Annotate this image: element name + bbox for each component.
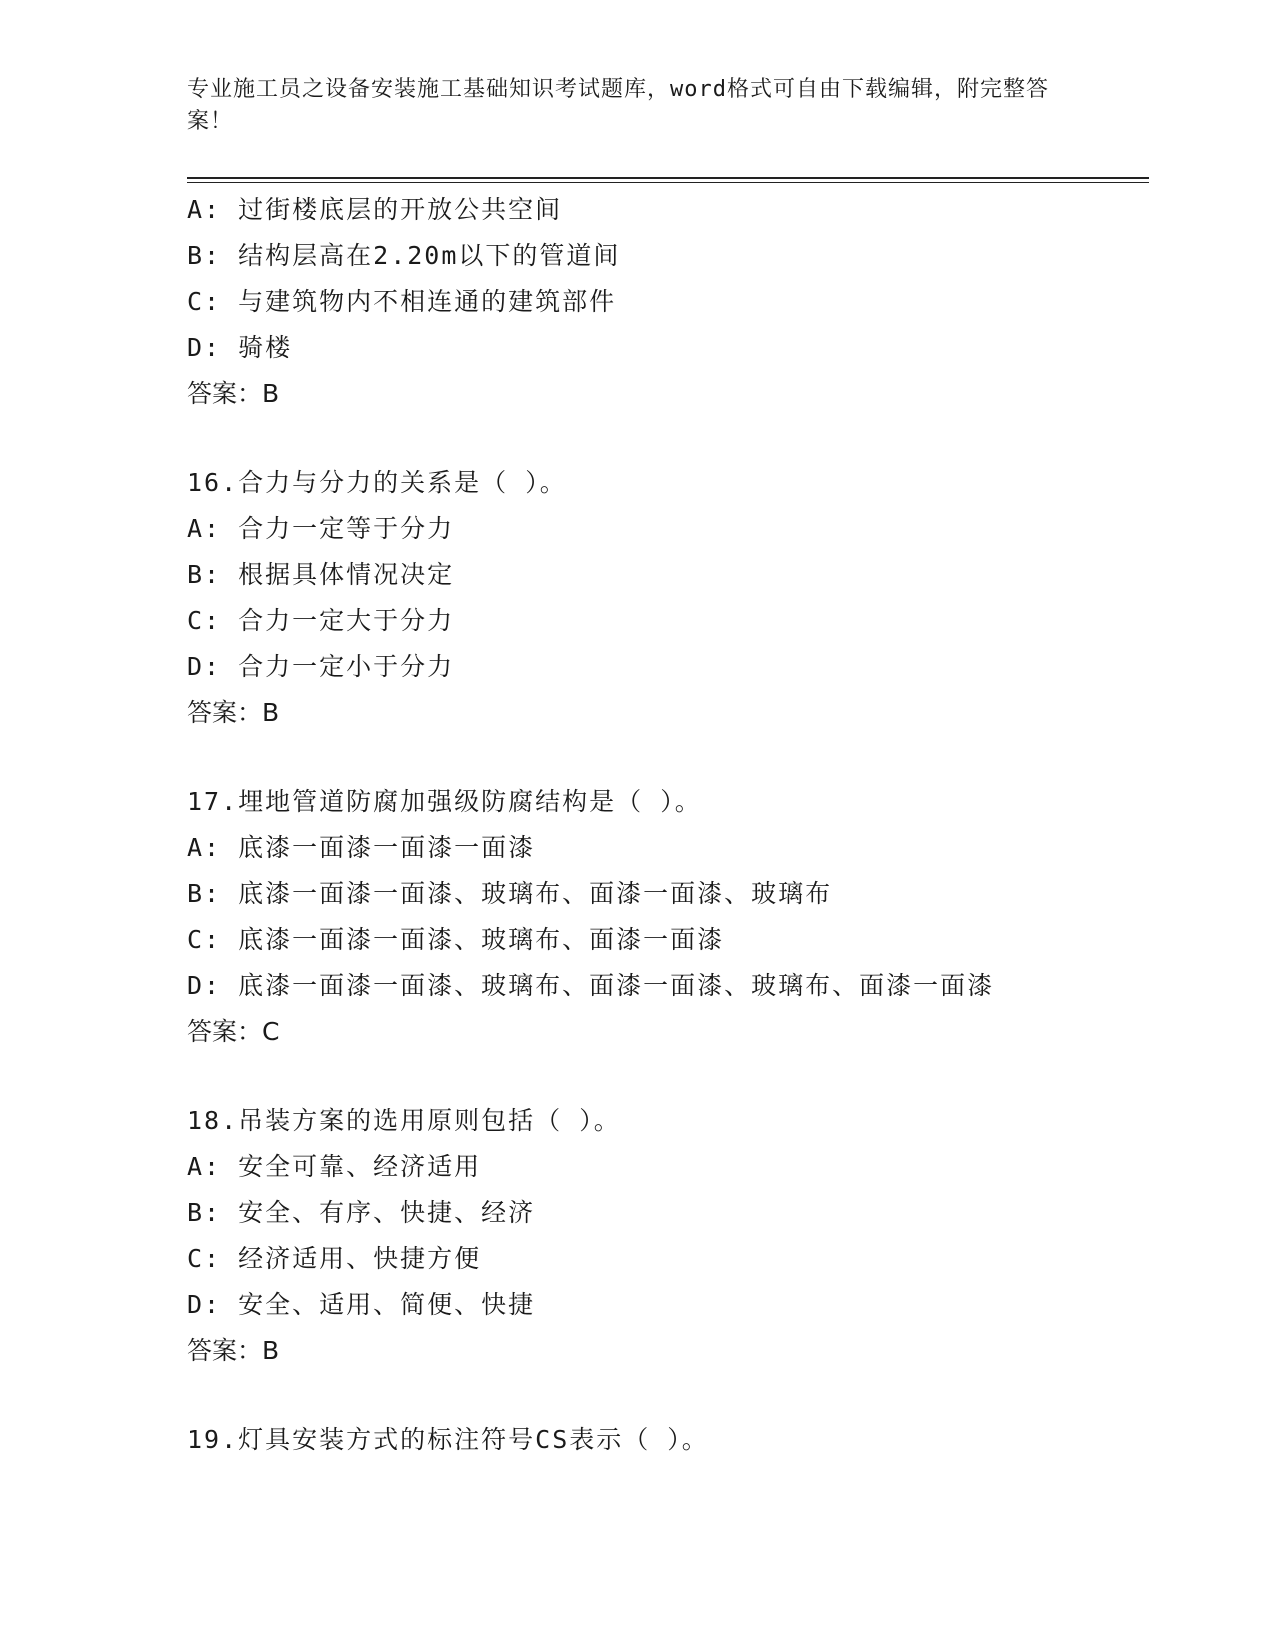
option-c: C: 与建筑物内不相连通的建筑部件	[187, 287, 617, 316]
option-a: A: 合力一定等于分力	[187, 514, 455, 543]
answer-line: 答案：B	[187, 698, 280, 727]
option-b: B: 结构层高在2.20m以下的管道间	[187, 241, 621, 270]
answer-line: 答案：C	[187, 1017, 280, 1046]
option-c: C: 合力一定大于分力	[187, 606, 455, 635]
question-block-15	[187, 187, 1147, 417]
question-text: 17.埋地管道防腐加强级防腐结构是（ ）。	[187, 787, 702, 816]
question-block-18	[187, 1098, 1147, 1374]
option-a: A: 底漆一面漆一面漆一面漆	[187, 833, 536, 862]
option-d: D: 安全、适用、简便、快捷	[187, 1290, 536, 1319]
answer-line: 答案：B	[187, 379, 280, 408]
option-b: B: 安全、有序、快捷、经济	[187, 1198, 536, 1227]
document-header: 专业施工员之设备安装施工基础知识考试题库，word格式可自由下载编辑，附完整答案！	[187, 77, 1049, 134]
question-block-19	[187, 1417, 1147, 1463]
question-block-16	[187, 460, 1147, 736]
answer-line: 答案：B	[187, 1336, 280, 1365]
question-text: 19.灯具安装方式的标注符号CS表示（ ）。	[187, 1425, 709, 1454]
header-divider-thick	[187, 177, 1149, 179]
option-d: D: 合力一定小于分力	[187, 652, 455, 681]
option-c: C: 经济适用、快捷方便	[187, 1244, 482, 1273]
option-d: D: 底漆一面漆一面漆、玻璃布、面漆一面漆、玻璃布、面漆一面漆	[187, 971, 995, 1000]
option-b: B: 底漆一面漆一面漆、玻璃布、面漆一面漆、玻璃布	[187, 879, 833, 908]
option-a: A: 安全可靠、经济适用	[187, 1152, 482, 1181]
question-text: 16.合力与分力的关系是（ ）。	[187, 468, 567, 497]
question-list	[187, 187, 1147, 1463]
question-block-17	[187, 779, 1147, 1055]
option-b: B: 根据具体情况决定	[187, 560, 455, 589]
option-c: C: 底漆一面漆一面漆、玻璃布、面漆一面漆	[187, 925, 725, 954]
option-a: A: 过街楼底层的开放公共空间	[187, 195, 563, 224]
header-divider-thin	[187, 182, 1149, 183]
option-d: D: 骑楼	[187, 333, 293, 362]
question-text: 18.吊装方案的选用原则包括（ ）。	[187, 1106, 621, 1135]
